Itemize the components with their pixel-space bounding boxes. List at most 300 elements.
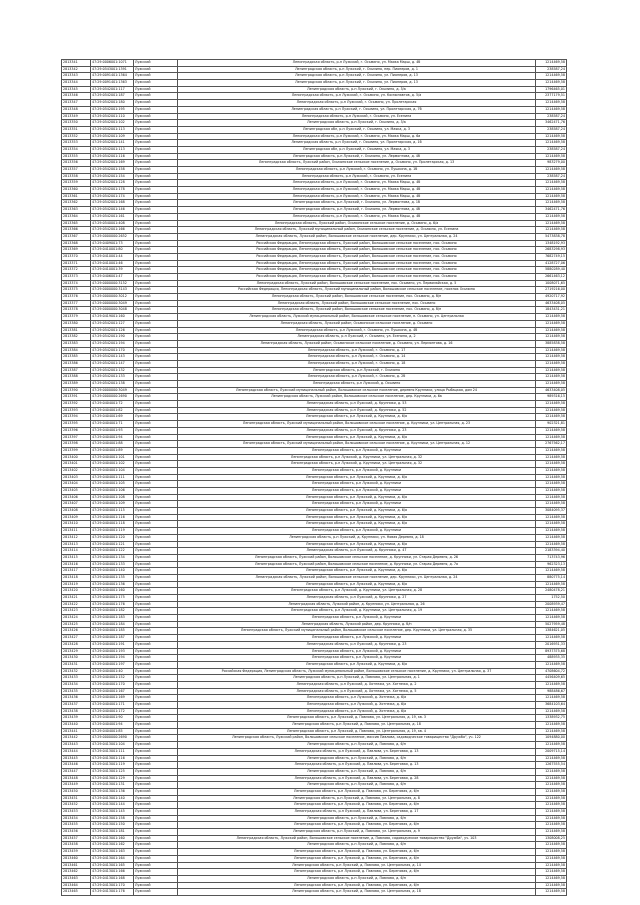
address-cell: Ленинградская область, р-н Лужский, д. Павлова, д. 6/н [178,875,536,882]
address-cell: Российская Федерация, Ленинградская область, Лужский район, Волошовское сельское поселение, пос. Осьмино [178,260,536,267]
cadastral-number-cell: 47:29:0404001:169 [91,695,134,702]
cadastral-number-cell: 47:29:0404001:89 [91,447,134,454]
value-cell: 238587,24 [536,126,567,133]
cadastral-number-cell: 47:29:0404001:94 [91,434,134,441]
value-cell: 238587,24 [536,113,567,120]
table-row [62,66,567,73]
district-cell: Лужский [134,160,178,167]
row-number-cell: 2813398 [62,441,91,448]
value-cell: 1214469,58 [536,681,567,688]
district-cell: Лужский [134,688,178,695]
value-cell: 1214469,58 [536,227,567,234]
table-row [62,240,567,247]
row-number-cell: 2813420 [62,588,91,595]
value-cell: 1214469,58 [536,528,567,535]
row-number-cell: 2813436 [62,695,91,702]
cadastral-number-cell: 47:29:0413001:131 [91,782,134,789]
cadastral-number-cell: 47:29:0000000:2690 [91,394,134,401]
district-cell: Лужский [134,327,178,334]
table-row [62,541,567,548]
district-cell: Лужский [134,621,178,628]
table-row [62,648,567,655]
row-number-cell: 2813364 [62,213,91,220]
value-cell: 1214469,58 [536,434,567,441]
table-row [62,320,567,327]
district-cell: Лужский [134,508,178,515]
value-cell: 1214469,58 [536,869,567,876]
cadastral-number-cell: 47:29:0404001:176 [91,601,134,608]
table-row [62,855,567,862]
table-row [62,260,567,267]
cadastral-number-cell: 47:29:0404001:171 [91,702,134,709]
value-cell: 1214469,58 [536,140,567,147]
address-cell: Ленинградская область, Лужский район, Волошовское сельское поселение, дер. Крупники, д. 6а [178,394,536,401]
address-cell: Российская Федерация, Ленинградская область, Лужский муниципальный район, Волошовское сельское поселение, поселок Осьмино [178,287,536,294]
district-cell: Лужский [134,126,178,133]
address-cell: Ленинградская область, р-н Лужский, д. Крупники, д. 47 [178,548,536,555]
district-cell: Лужский [134,735,178,742]
address-cell: Российская Федерация, Ленинградская область, Лужский район, Волошовское сельское поселение, пос. Осьмино [178,253,536,260]
value-cell: 1214469,58 [536,374,567,381]
table-row [62,381,567,388]
district-cell: Лужский [134,802,178,809]
row-number-cell: 2813359 [62,180,91,187]
district-cell: Лужский [134,180,178,187]
district-cell: Лужский [134,220,178,227]
row-number-cell: 2813450 [62,788,91,795]
row-number-cell: 2813458 [62,842,91,849]
cadastral-number-cell: 47:29:0543001:1391 [91,66,134,73]
district-cell: Лужский [134,401,178,408]
table-row [62,708,567,715]
row-number-cell: 2813448 [62,775,91,782]
address-cell: Ленинградская область, р-н Лужский, г. Осьмино, ул. Пионеров, д. 13 [178,73,536,80]
table-row [62,728,567,735]
row-number-cell: 2813451 [62,795,91,802]
table-row [62,193,567,200]
cadastral-number-cell: 47:29:0404001:120 [91,534,134,541]
cadastral-number-cell: 47:29:0404001:193 [91,648,134,655]
address-cell: Ленинградская область, р-н Лужский, г. Осьмино, д. 17 [178,347,536,354]
address-cell: Ленинградская область, р-н Лужский, д. Крупники, д. 53 [178,401,536,408]
value-cell: 2661463,12 [536,274,567,281]
address-cell: Ленинградская область, Лужский район, Осьминское сельское поселение, д. Осьмино, ул. Лермонтова, д. 16 [178,340,536,347]
value-cell: 1214469,58 [536,474,567,481]
district-cell: Лужский [134,742,178,749]
cadastral-number-cell: 47:29:0413001:140 [91,795,134,802]
address-cell: Ленинградская область, Лужский муниципальный район, Осьминское сельское поселение, д. Осьмино, ул. Есенина [178,227,536,234]
table-row [62,702,567,709]
value-cell: 1348192,93 [536,240,567,247]
table-row [62,588,567,595]
value-cell: 1214469,58 [536,73,567,80]
district-cell: Лужский [134,574,178,581]
cadastral-number-cell: 47:29:0404001:133 [91,561,134,568]
cadastral-number-cell: 47:29:0000000:3152 [91,280,134,287]
row-number-cell: 2813404 [62,481,91,488]
value-cell: 1214469,58 [536,447,567,454]
cadastral-number-cell: 47:29:0404001:116 [91,514,134,521]
table-row [62,447,567,454]
address-cell: Ленинградская область, р-н Лужский, г. Осьмино, ул. Маяка Марш, д. 4б [178,180,536,187]
row-number-cell: 2813417 [62,568,91,575]
address-cell: Ленинградская область, р-н Лужский, г. Осьмино, д. 5/а [178,120,536,127]
address-cell: Ленинградская область, р-н Лужский, д. Павлова, ул. Береговая, д. 17 [178,809,536,816]
value-cell: 1214469,58 [536,501,567,508]
row-number-cell: 2813463 [62,875,91,882]
address-cell: Ленинградская область, р-н Лужский, д. Крупники [178,481,536,488]
cadastral-number-cell: 47:29:0404001:197 [91,661,134,668]
row-number-cell: 2813418 [62,574,91,581]
value-cell: 983279,00 [536,160,567,167]
row-number-cell: 2813442 [62,735,91,742]
value-cell: 1214469,58 [536,220,567,227]
value-cell: 1214469,58 [536,153,567,160]
row-number-cell: 2813357 [62,167,91,174]
address-cell: Ленинградская область, р-н Лужский, г. Осьмино, ул. Космонавтов, д. 5/а [178,93,536,100]
value-cell: 7682749,15 [536,253,567,260]
row-number-cell: 2813444 [62,748,91,755]
row-number-cell: 2813375 [62,287,91,294]
address-cell: Ленинградская область, р-н Лужский, д. Осьмино [178,381,536,388]
table-row [62,434,567,441]
address-cell: Ленинградская область, р-н Лужский, д. Хотнежа, д. 6/а [178,708,536,715]
table-row [62,608,567,615]
cadastral-value-table [61,59,567,896]
row-number-cell: 2813465 [62,889,91,896]
address-cell: Ленинградская область, р-н Лужский, д. Крупники [178,648,536,655]
table-row [62,146,567,153]
table-row [62,742,567,749]
table-row [62,628,567,635]
row-number-cell: 2813387 [62,367,91,374]
cadastral-number-cell: 47:29:0413001:119 [91,762,134,769]
row-number-cell: 2813389 [62,381,91,388]
value-cell: 2183394,40 [536,548,567,555]
cadastral-number-cell: 47:29:0542001:143 [91,354,134,361]
district-cell: Лужский [134,641,178,648]
address-cell: Ленинградская область, Лужский район, Осьминское сельское поселение, д. Осьмино, д. 6/а [178,220,536,227]
address-cell: Ленинградская область, Лужский муниципальный район, Волошовское сельское поселение, д. Крупники, ул. Центральная, д. 23 [178,421,536,428]
value-cell: 5027959,48 [536,621,567,628]
district-cell: Лужский [134,193,178,200]
value-cell: 1214469,58 [536,815,567,822]
district-cell: Лужский [134,233,178,240]
row-number-cell: 2813462 [62,869,91,876]
cadastral-number-cell: 47:29:0410001:80 [91,247,134,254]
value-cell: 989316,15 [536,394,567,401]
cadastral-number-cell: 47:29:0404001:94 [91,722,134,729]
row-number-cell: 2813365 [62,220,91,227]
address-cell: Ленинградская область, р-н Лужский, д. Крупники, д. 6/а [178,661,536,668]
address-cell: Ленинградская область, р-н Лужский, г. Осьмино, ул. Есенина, д. 2 [178,334,536,341]
row-number-cell: 2813425 [62,621,91,628]
cadastral-number-cell: 47:29:0413001:163 [91,849,134,856]
district-cell: Лужский [134,247,178,254]
address-cell: Ленинградская область, Лужский район, Волошовское сельское поселение, пос. Осьмино [178,300,536,307]
cadastral-number-cell: 47:29:0404001:90 [91,715,134,722]
row-number-cell: 2813380 [62,320,91,327]
row-number-cell: 2813443 [62,742,91,749]
row-number-cell: 2813432 [62,668,91,675]
value-cell: 1214469,58 [536,467,567,474]
table-row [62,60,567,67]
value-cell: 1214469,58 [536,407,567,414]
address-cell: Ленинградская область, р-н Лужский, д. Крупники, ул. Центральная, д. 32 [178,461,536,468]
table-row [62,133,567,140]
value-cell: 1214469,58 [536,695,567,702]
value-cell: 1752,50 [536,595,567,602]
district-cell: Лужский [134,146,178,153]
cadastral-number-cell: 47:29:0413001:136 [91,788,134,795]
row-number-cell: 2813429 [62,648,91,655]
table-row [62,334,567,341]
cadastral-number-cell: 47:29:0413001:168 [91,875,134,882]
address-cell: Ленинградская область, р-н Лужский, д. Крупники [178,635,536,642]
table-row [62,695,567,702]
cadastral-number-cell: 47:29:0413001:170 [91,882,134,889]
cadastral-number-cell: 47:29:0542001:161 [91,213,134,220]
address-cell: Ленинградская область, р-н Лужский, д. Павлова, ул. Береговая, д. 6/н [178,822,536,829]
cadastral-number-cell: 47:29:0413001:125 [91,768,134,775]
cadastral-number-cell: 47:29:0404001:101 [91,454,134,461]
table-row [62,73,567,80]
cadastral-number-cell: 47:29:0404001:104 [91,467,134,474]
district-cell: Лужский [134,882,178,889]
address-cell: Ленинградская область, р-н Лужский, д. Крупники, ул. Центральная, д. 32 [178,454,536,461]
district-cell: Лужский [134,207,178,214]
table-row [62,568,567,575]
table-row [62,274,567,281]
row-number-cell: 2813369 [62,247,91,254]
cadastral-number-cell: 47:29:0542001:138 [91,381,134,388]
value-cell: 1214469,58 [536,481,567,488]
address-cell: Ленинградская область, р-н Лужский, д. Хотнежа, ул. Хотнежа, д. 2 [178,681,536,688]
cadastral-number-cell: 47:29:0404001:134 [91,554,134,561]
address-cell: Российская Федерация, Ленинградская область, Лужский район, Волошовское сельское поселение, пос. Осьмино [178,247,536,254]
row-number-cell: 2813446 [62,762,91,769]
address-cell: Ленинградская область, р-н Лужский, г. Осьмино, д. 5/а [178,86,536,93]
value-cell: 1796465,01 [536,86,567,93]
row-number-cell: 2813452 [62,802,91,809]
value-cell: 4128727,06 [536,260,567,267]
cadastral-number-cell: 47:29:0091401:1363 [91,80,134,87]
address-cell: Ленинградская обл, р-н Лужский, г. Осьмино, ул. Маяка, д. 3 [178,126,536,133]
address-cell: Ленинградская область, Лужский район, д. Крупники, ул. Центральная, д. 26 [178,601,536,608]
address-cell: Ленинградская область, р-н Лужский, д. Крупники [178,615,536,622]
table-row [62,661,567,668]
cadastral-number-cell: 47:29:0404001:170 [91,681,134,688]
district-cell: Лужский [134,354,178,361]
cadastral-number-cell: 47:29:0404001:183 [91,615,134,622]
district-cell: Лужский [134,628,178,635]
value-cell: 1214469,58 [536,213,567,220]
table-row [62,454,567,461]
district-cell: Лужский [134,708,178,715]
district-cell: Лужский [134,300,178,307]
cadastral-number-cell: 47:29:0006001:1071 [91,60,134,67]
row-number-cell: 2813414 [62,548,91,555]
district-cell: Лужский [134,66,178,73]
district-cell: Лужский [134,755,178,762]
cadastral-number-cell: 47:29:0419001:160 [91,314,134,321]
address-cell: Ленинградская область, р-н Лужский, д. Павлова, д. 6/н [178,755,536,762]
table-row [62,528,567,535]
value-cell: 1214469,58 [536,494,567,501]
table-row [62,755,567,762]
address-cell: Ленинградская область, р-н Лужский, д. Павлова, ул. Береговая, д. 6/н [178,855,536,862]
district-cell: Лужский [134,314,178,321]
row-number-cell: 2813345 [62,86,91,93]
address-cell: Ленинградская область, р-н Лужский, д. Павлова, ул. Береговая, д. 13 [178,762,536,769]
district-cell: Лужский [134,287,178,294]
table-row [62,655,567,662]
table-row [62,561,567,568]
table-row [62,521,567,528]
value-cell: 1214469,58 [536,788,567,795]
table-row [62,220,567,227]
address-cell: Ленинградская область, р-н Лужский, д. Крупники, ул. Центральная, д. 19 [178,608,536,615]
value-cell: 2377179,51 [536,93,567,100]
row-number-cell: 2813416 [62,561,91,568]
address-cell: Ленинградская область, р-н Лужский, г. Осьмино, ул. Пролетарская, д. 7б [178,106,536,113]
row-number-cell: 2813402 [62,467,91,474]
table-row [62,829,567,836]
table-row [62,835,567,842]
address-cell: Ленинградская область, р-н Лужский, д. Павлова, ул. Центральная, д. 18 [178,722,536,729]
row-number-cell: 2813379 [62,314,91,321]
address-cell: Ленинградская область, р-н Лужский, д. Крупники, д. 6/а [178,474,536,481]
district-cell: Лужский [134,715,178,722]
district-cell: Лужский [134,835,178,842]
row-number-cell: 2813352 [62,133,91,140]
cadastral-number-cell: 47:29:0542001:117 [91,86,134,93]
value-cell: 238587,24 [536,146,567,153]
table-row [62,775,567,782]
value-cell: 1214469,58 [536,360,567,367]
cadastral-number-cell: 47:29:0404001:185 [91,628,134,635]
table-row [62,849,567,856]
address-cell: Ленинградская область, р-н Лужский, г. Осьмино, пер. Пионеров, д. 1 [178,66,536,73]
value-cell: 4633408,05 [536,387,567,394]
value-cell: 1214469,58 [536,60,567,67]
table-row [62,875,567,882]
value-cell: 962323,13 [536,561,567,568]
row-number-cell: 2813438 [62,708,91,715]
value-cell: 1094880,00 [536,735,567,742]
cadastral-number-cell: 47:29:0542001:110 [91,113,134,120]
table-row [62,768,567,775]
district-cell: Лужский [134,809,178,816]
row-number-cell: 2813353 [62,140,91,147]
value-cell: 1214469,58 [536,167,567,174]
table-row [62,615,567,622]
cadastral-number-cell: 47:29:0542001:166 [91,227,134,234]
district-cell: Лужский [134,655,178,662]
cadastral-number-cell: 47:29:0404001:135 [91,574,134,581]
table-row [62,307,567,314]
district-cell: Лужский [134,722,178,729]
row-number-cell: 2813424 [62,615,91,622]
district-cell: Лужский [134,381,178,388]
cadastral-number-cell: 47:29:0413001:166 [91,869,134,876]
district-cell: Лужский [134,60,178,67]
value-cell: 1214469,58 [536,381,567,388]
table-row [62,508,567,515]
value-cell: 1214469,58 [536,200,567,207]
district-cell: Лужский [134,307,178,314]
row-number-cell: 2813464 [62,882,91,889]
address-cell: Ленинградская область, р-н Лужский, д. Крупники, д. 52 [178,407,536,414]
address-cell: Ленинградская область, р-н Лужский, г. Осьмино, ул. Пушкина, д. 1б [178,167,536,174]
address-cell: Ленинградская область, Лужский муниципальный район, Волошовское сельское поселение, деревня Крупники, улица Рыбацкая, дом 24 [178,387,536,394]
value-cell: 1214469,58 [536,755,567,762]
table-row [62,407,567,414]
table-row [62,140,567,147]
row-number-cell: 2813368 [62,240,91,247]
district-cell: Лужский [134,434,178,441]
value-cell: 4708604,72 [536,668,567,675]
district-cell: Лужский [134,494,178,501]
cadastral-number-cell: 47:29:0542001:168 [91,200,134,207]
district-cell: Лужский [134,340,178,347]
row-number-cell: 2813342 [62,66,91,73]
cadastral-number-cell: 47:29:0542001:194 [91,340,134,347]
district-cell: Лужский [134,427,178,434]
row-number-cell: 2813383 [62,340,91,347]
table-row [62,207,567,214]
address-cell: Ленинградская область, р-н Лужский, д. Крупники [178,467,536,474]
district-cell: Лужский [134,601,178,608]
value-cell: 1008071,65 [536,280,567,287]
address-cell: Ленинградская область, р-н Лужский, д. Павлова, ул. Центральная, д. 1 [178,675,536,682]
address-cell: Ленинградская область, р-н Лужский, д. Крупники, д. 23 [178,641,536,648]
table-row [62,795,567,802]
table-row [62,869,567,876]
table-row [62,668,567,675]
table-row [62,414,567,421]
table-row [62,126,567,133]
row-number-cell: 2813447 [62,768,91,775]
district-cell: Лужский [134,240,178,247]
table-row [62,481,567,488]
value-cell: 2016931,33 [536,641,567,648]
row-number-cell: 2813456 [62,829,91,836]
address-cell: Ленинградская область, р-н Лужский, д. Павлова, ул. Береговая, д. 6/н [178,849,536,856]
row-number-cell: 2813356 [62,160,91,167]
cadastral-number-cell: 47:29:0410001:44 [91,253,134,260]
district-cell: Лужский [134,548,178,555]
value-cell: 1214469,58 [536,193,567,200]
district-cell: Лужский [134,815,178,822]
district-cell: Лужский [134,80,178,87]
row-number-cell: 2813372 [62,267,91,274]
cadastral-number-cell: 47:29:0542001:158 [91,167,134,174]
district-cell: Лужский [134,280,178,287]
value-cell: 1214469,58 [536,367,567,374]
cadastral-number-cell: 47:29:0404001:106 [91,488,134,495]
district-cell: Лужский [134,167,178,174]
row-number-cell: 2813348 [62,106,91,113]
district-cell: Лужский [134,661,178,668]
row-number-cell: 2813370 [62,253,91,260]
district-cell: Лужский [134,454,178,461]
table-row [62,715,567,722]
district-cell: Лужский [134,481,178,488]
table-row [62,113,567,120]
district-cell: Лужский [134,86,178,93]
value-cell: 1214469,58 [536,414,567,421]
